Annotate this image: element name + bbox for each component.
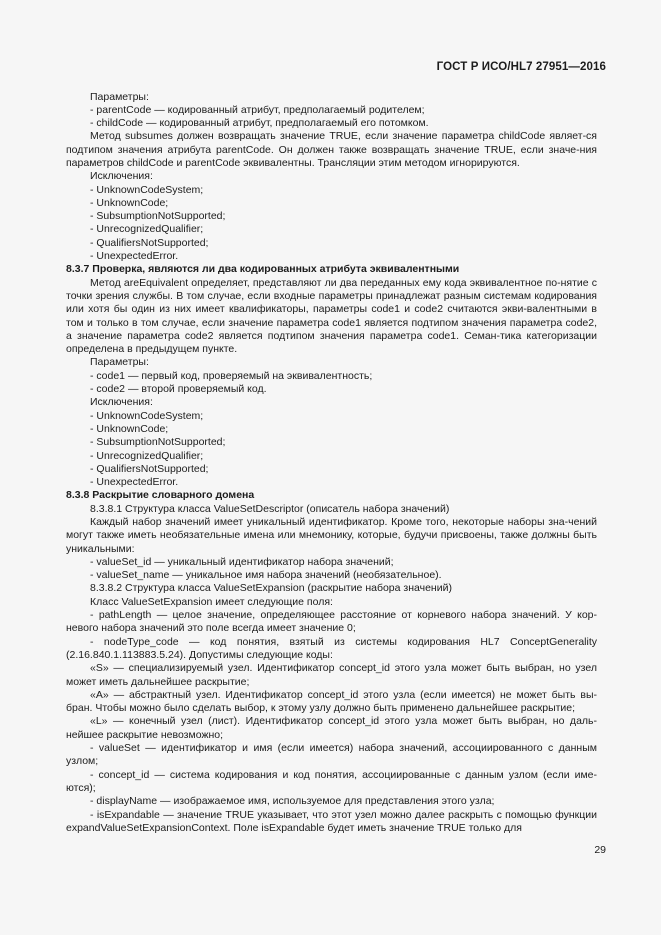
list-item: - SubsumptionNotSupported; bbox=[90, 210, 226, 223]
list-item: - code2 — второй проверяемый код. bbox=[90, 383, 267, 396]
page-number: 29 bbox=[594, 844, 606, 856]
paragraph: Метод subsumes должен возвращать значение TRUE, если значение параметра childCode являет-ся подтипом значения атрибута parentCode. Он должен также возвращать значение TRUE, если значе-ния параметров childCode и parentCode эквивалентны. Трансляции этим методом игнорируются. bbox=[66, 130, 597, 169]
list-item: - UnknownCodeSystem; bbox=[90, 183, 204, 196]
list-item: - UnexpectedError. bbox=[90, 250, 179, 263]
paragraph: Исключения: bbox=[90, 170, 153, 183]
list-item: - UnexpectedError. bbox=[90, 476, 179, 489]
list-item: - parentCode — кодированный атрибут, предполагаемый родителем; bbox=[90, 103, 425, 116]
paragraph: 8.3.8.1 Структура класса ValueSetDescriptor (описатель набора значений) bbox=[90, 502, 450, 515]
list-item: - childCode — кодированный атрибут, предполагаемый его потомком. bbox=[90, 117, 429, 130]
paragraph: Исключения: bbox=[90, 396, 153, 409]
list-item: - SubsumptionNotSupported; bbox=[90, 436, 226, 449]
paragraph: Каждый набор значений имеет уникальный идентификатор. Кроме того, некоторые наборы зна-чений могут также иметь необязательные имена или мнемонику, которые, будучи присвоены, также должны быть уникальными: bbox=[66, 516, 597, 555]
paragraph: «A» — абстрактный узел. Идентификатор concept_id этого узла (если имеется) не может быть вы-бран. Чтобы можно было сделать выбор, к этому узлу должно быть применено дальнейшее раскрытие; bbox=[66, 688, 597, 715]
document-code-header: ГОСТ Р ИСО/HL7 27951—2016 bbox=[436, 61, 606, 73]
paragraph: - concept_id — система кодирования и код понятия, ассоциированные с данным узлом (если име-ются); bbox=[66, 768, 597, 794]
paragraph: - valueSet — идентификатор и имя (если имеется) набора значений, ассоциированного с данным узлом; bbox=[66, 742, 597, 768]
paragraph: Параметры: bbox=[90, 356, 149, 369]
list-item: - QualifiersNotSupported; bbox=[90, 236, 209, 249]
list-item: - QualifiersNotSupported; bbox=[90, 462, 209, 475]
document-body bbox=[66, 91, 597, 836]
paragraph: - pathLength — целое значение, определяющее расстояние от корневого набора значений. У кор-невого набора значений это поле всегда имеет значение 0; bbox=[66, 609, 597, 635]
paragraph: «L» — конечный узел (лист). Идентификатор concept_id этого узла может быть выбран, но даль-нейшее раскрытие невозможно; bbox=[66, 715, 597, 741]
paragraph: - isExpandable — значение TRUE указывает, что этот узел можно далее раскрыть с помощью функции expandValueSetExpansionContext. Поле isExpandable будет иметь значение TRUE только для bbox=[66, 808, 597, 834]
paragraph: 8.3.8.2 Структура класса ValueSetExpansion (раскрытие набора значений) bbox=[90, 582, 452, 595]
list-item: - UnknownCode; bbox=[90, 196, 169, 209]
list-item: - valueSet_name — уникальное имя набора значений (необязательное). bbox=[90, 569, 442, 582]
paragraph: - displayName — изображаемое имя, используемое для представления этого узла; bbox=[90, 795, 495, 808]
paragraph: Класс ValueSetExpansion имеет следующие поля: bbox=[90, 595, 333, 608]
list-item: - UnknownCodeSystem; bbox=[90, 409, 204, 422]
section-heading: 8.3.7 Проверка, являются ли два кодированных атрибута эквивалентными bbox=[66, 263, 460, 276]
paragraph: - nodeType_code — код понятия, взятый из системы кодирования HL7 ConceptGenerality (2.16.840.1.113883.5.24). Допустимы следующие коды: bbox=[66, 635, 597, 661]
list-item: - valueSet_id — уникальный идентификатор набора значений; bbox=[90, 555, 394, 568]
paragraph: Параметры: bbox=[90, 90, 149, 103]
section-heading: 8.3.8 Раскрытие словарного домена bbox=[66, 489, 255, 502]
list-item: - UnrecognizedQualifier; bbox=[90, 223, 204, 236]
list-item: - code1 — первый код, проверяемый на эквивалентность; bbox=[90, 369, 373, 382]
paragraph: Метод areEquivalent определяет, представляют ли два переданных ему кода эквивалентное по-нятие с точки зрения службы. В том случае, если входные параметры принадлежат разным системам кодирования или хотя бы один из них имеет квалификаторы, параметры code1 и code2 считаются экви-валентными в том и только в том случае, если значение параметра code1 является подтипом значения параметра code2, а значение параметра code2 является подтипом значения параметра code1. Семан-тика категоризации определена в предыдущем пункте. bbox=[66, 276, 597, 356]
list-item: - UnknownCode; bbox=[90, 422, 169, 435]
list-item: - UnrecognizedQualifier; bbox=[90, 449, 204, 462]
paragraph: «S» — специализируемый узел. Идентификатор concept_id этого узла может быть выбран, но узел может иметь дальнейшее раскрытие; bbox=[66, 662, 597, 688]
